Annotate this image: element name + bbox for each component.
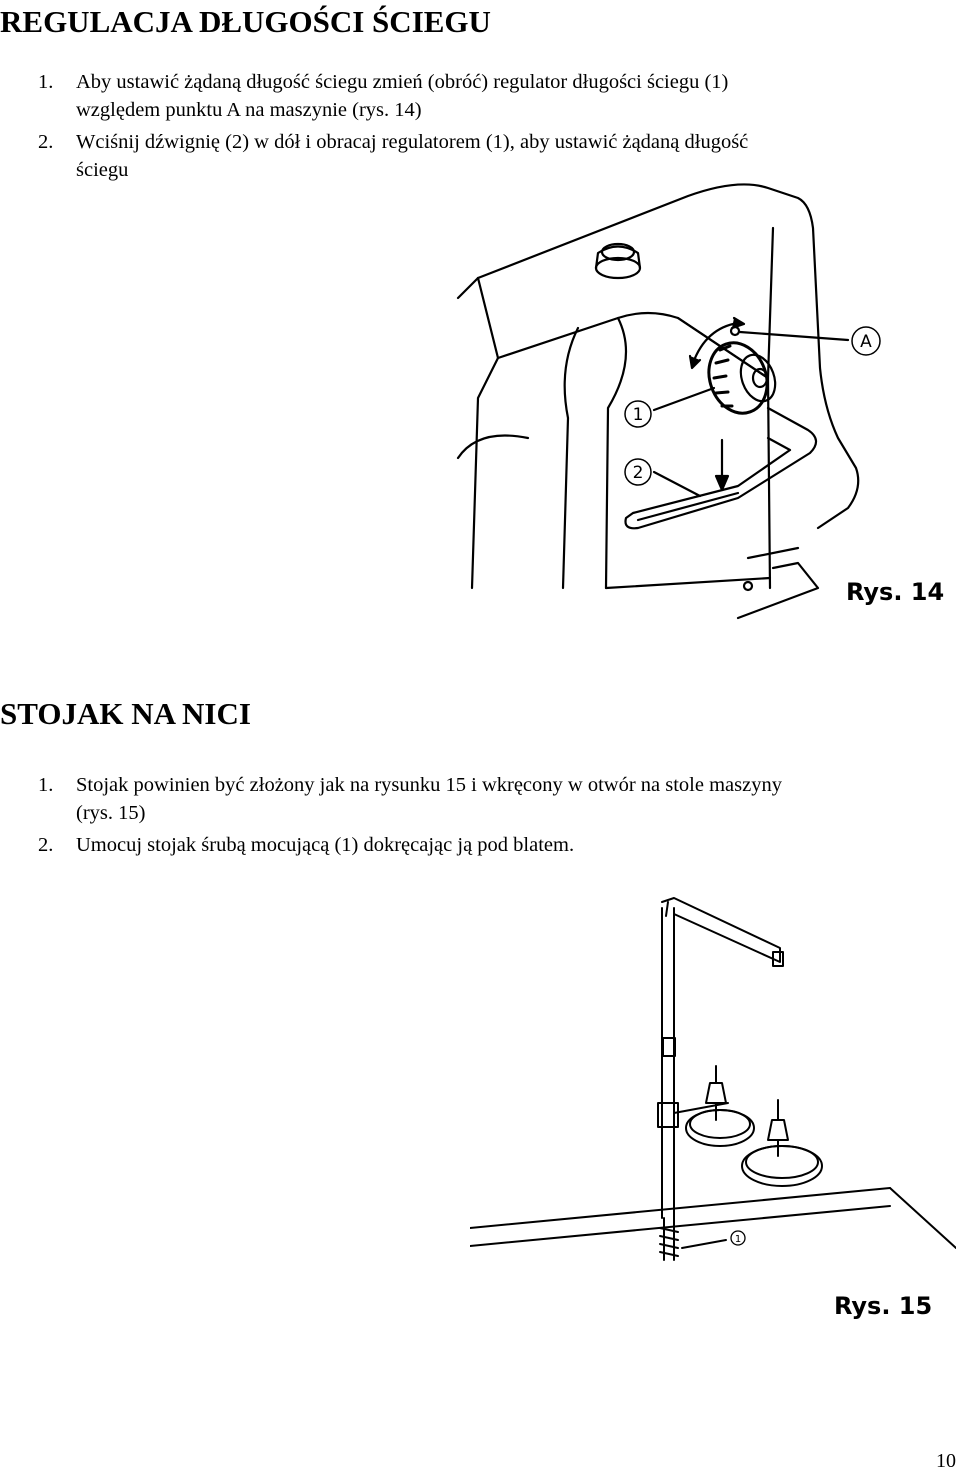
list-text: Aby ustawić żądaną długość ściegu zmień (obróć) regulator długości ściegu (1) [76, 71, 729, 93]
list-number: 2. [38, 131, 54, 153]
section-title-thread-stand: STOJAK NA NICI [0, 696, 251, 731]
figure-caption: Rys. 14 [846, 578, 945, 606]
list-text: ściegu [76, 159, 129, 181]
figure-caption: Rys. 15 [834, 1292, 933, 1320]
thread-stand-illustration [470, 888, 956, 1328]
section-title-stitch-length: REGULACJA DŁUGOŚCI ŚCIEGU [0, 4, 491, 39]
list-number: 2. [38, 834, 54, 856]
figure-stitch-regulator [438, 168, 956, 630]
sewing-machine-illustration [438, 168, 956, 630]
list-text: (rys. 15) [76, 802, 146, 824]
label-point-a: A [860, 332, 872, 352]
list-number: 1. [38, 71, 54, 93]
list-text: względem punktu A na maszynie (rys. 14) [76, 99, 422, 121]
list-number: 1. [38, 774, 54, 796]
figure-thread-stand [470, 888, 956, 1328]
label-lever-2: 2 [632, 463, 644, 483]
list-text: Umocuj stojak śrubą mocującą (1) dokręcając ją pod blatem. [76, 834, 575, 856]
label-regulator-1: 1 [632, 405, 644, 425]
label-screw-1: 1 [734, 1234, 742, 1245]
list-text: Stojak powinien być złożony jak na rysunku 15 i wkręcony w otwór na stole maszyny [76, 774, 782, 796]
list-text: Wciśnij dźwignię (2) w dół i obracaj regulatorem (1), aby ustawić żądaną długość [76, 131, 749, 153]
page-number: 10 [936, 1450, 956, 1472]
